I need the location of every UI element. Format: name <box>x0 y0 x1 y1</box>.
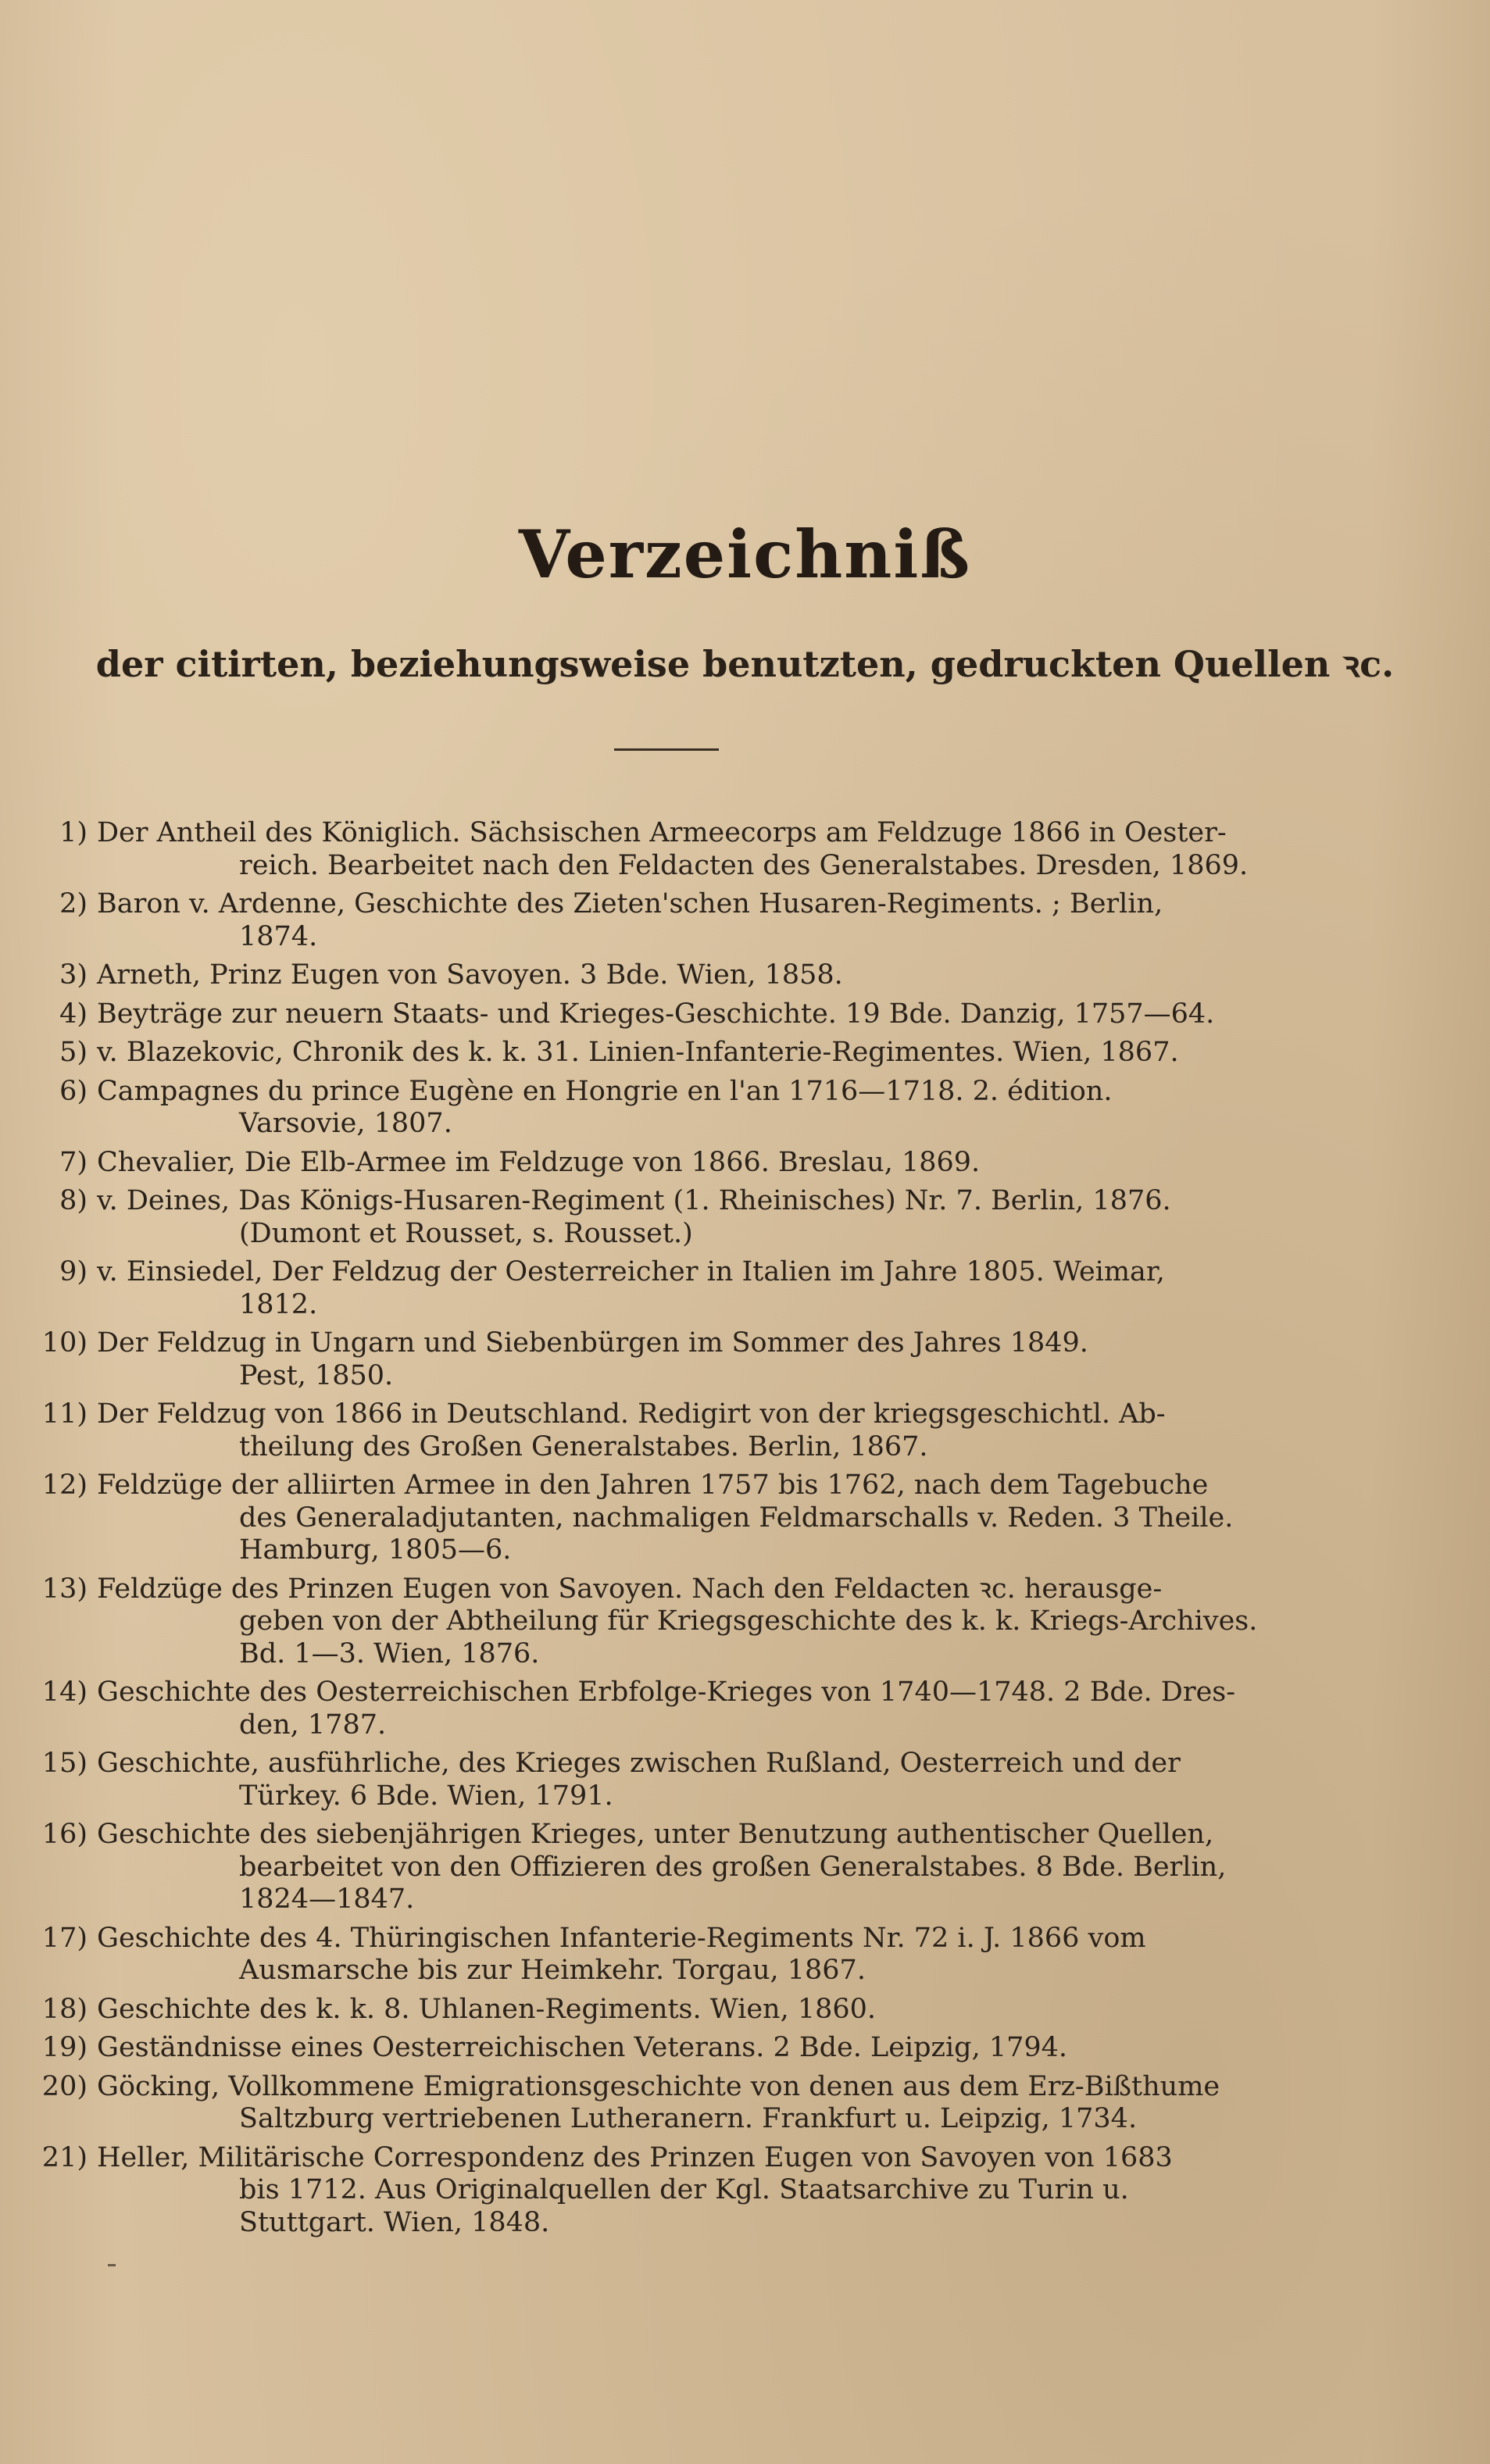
entry-number: 8) <box>59 1185 88 1216</box>
entry-line: Der Feldzug in Ungarn und Siebenbürgen im Sommer des Jahres 1849. <box>97 1327 1088 1359</box>
bibliography-entry <box>23 1748 1320 1812</box>
entry-line: bearbeitet von den Offizieren des großen Generalstabes. 8 Bde. Berlin, <box>239 1851 1227 1883</box>
entry-text <box>97 2032 1320 2065</box>
entry-line: Beyträge zur neuern Staats- und Krieges-Geschichte. 19 Bde. Danzig, 1757—64. <box>97 998 1215 1030</box>
entry-line: Saltzburg vertriebenen Lutheranern. Frankfurt u. Leipzig, 1734. <box>239 2103 1138 2134</box>
entry-text <box>97 1994 1320 2027</box>
bibliography-entry <box>23 817 1320 882</box>
entry-number: 17) <box>41 1922 88 1954</box>
bibliography-entry <box>23 1469 1320 1567</box>
entry-number: 14) <box>41 1677 88 1708</box>
entry-line: Geschichte des siebenjährigen Krieges, unter Benutzung authentischer Quellen, <box>97 1819 1214 1850</box>
entry-number: 1) <box>59 817 88 848</box>
entry-line: Der Feldzug von 1866 in Deutschland. Redigirt von der kriegsgeschichtl. Ab- <box>97 1398 1166 1430</box>
bibliography-entry <box>23 1994 1320 2027</box>
entry-line: den, 1787. <box>239 1709 387 1741</box>
entry-line: Bd. 1—3. Wien, 1876. <box>239 1637 540 1669</box>
entry-text <box>97 1819 1320 1916</box>
entry-number: 18) <box>41 1993 88 2025</box>
entry-line: Stuttgart. Wien, 1848. <box>239 2206 550 2238</box>
entry-line: Arneth, Prinz Eugen von Savoyen. 3 Bde. Wien, 1858. <box>97 959 843 991</box>
entry-number: 20) <box>41 2070 88 2102</box>
entry-text <box>97 1076 1320 1141</box>
entry-text <box>97 998 1320 1031</box>
entry-text <box>97 1185 1320 1250</box>
bibliography-entry <box>23 1327 1320 1392</box>
entry-number: 11) <box>41 1398 88 1430</box>
entry-text <box>97 817 1320 882</box>
entry-line: v. Blazekovic, Chronik des k. k. 31. Linien-Infanterie-Regimentes. Wien, 1867. <box>97 1037 1179 1068</box>
bibliography-list <box>23 817 1320 2245</box>
entry-line: Pest, 1850. <box>239 1359 394 1391</box>
entry-line: geben von der Abtheilung für Kriegsgeschichte des k. k. Kriegs-Archives. <box>239 1605 1258 1637</box>
entry-line: Feldzüge der alliirten Armee in den Jahren 1757 bis 1762, nach dem Tagebuche <box>97 1469 1209 1501</box>
entry-line: Geständnisse eines Oesterreichischen Veterans. 2 Bde. Leipzig, 1794. <box>97 2032 1068 2063</box>
entry-line: Ausmarsche bis zur Heimkehr. Torgau, 1867. <box>239 1955 866 1986</box>
entry-number: 12) <box>41 1469 88 1501</box>
bibliography-entry <box>23 2071 1320 2136</box>
entry-number: 15) <box>41 1748 88 1779</box>
entry-number: 21) <box>41 2141 88 2173</box>
entry-line: Geschichte des 4. Thüringischen Infanterie-Regiments Nr. 72 i. J. 1866 vom <box>97 1922 1146 1954</box>
entry-number: 16) <box>41 1819 88 1850</box>
entry-line: Hamburg, 1805—6. <box>239 1534 512 1566</box>
bibliography-entry <box>23 1398 1320 1463</box>
bibliography-entry <box>23 1185 1320 1250</box>
bibliography-entry <box>23 1076 1320 1141</box>
entry-text <box>97 1748 1320 1812</box>
entry-text <box>97 959 1320 992</box>
entry-line: Der Antheil des Königlich. Sächsischen Armeecorps am Feldzuge 1866 in Oester- <box>97 817 1227 848</box>
entry-line: Geschichte des k. k. 8. Uhlanen-Regiments. Wien, 1860. <box>97 1993 877 2025</box>
bibliography-entry <box>23 2032 1320 2065</box>
entry-number: 5) <box>59 1037 88 1068</box>
entry-line: Baron v. Ardenne, Geschichte des Zieten'schen Husaren-Regiments. ; Berlin, <box>97 888 1163 920</box>
entry-text <box>97 1923 1320 1987</box>
entry-number: 2) <box>59 888 88 920</box>
bibliography-entry <box>23 998 1320 1031</box>
title-divider <box>614 748 719 751</box>
entry-line: theilung des Großen Generalstabes. Berlin, 1867. <box>239 1430 928 1462</box>
entry-line: Heller, Militärische Correspondenz des Prinzen Eugen von Savoyen von 1683 <box>97 2141 1173 2173</box>
entry-text <box>97 1147 1320 1180</box>
entry-text <box>97 1327 1320 1392</box>
entry-number: 3) <box>59 959 88 991</box>
entry-number: 9) <box>59 1256 88 1287</box>
entry-line: (Dumont et Rousset, s. Rousset.) <box>239 1217 693 1249</box>
entry-number: 4) <box>59 998 88 1030</box>
entry-number: 13) <box>41 1573 88 1605</box>
entry-line: 1812. <box>239 1288 318 1320</box>
entry-line: Geschichte, ausführliche, des Krieges zwischen Rußland, Oesterreich und der <box>97 1748 1181 1779</box>
entry-line: des Generaladjutanten, nachmaligen Feldmarschalls v. Reden. 3 Theile. <box>239 1502 1234 1534</box>
entry-number: 6) <box>59 1075 88 1107</box>
bibliography-entry <box>23 1923 1320 1987</box>
entry-text <box>97 1398 1320 1463</box>
page-subtitle: der citirten, beziehungsweise benutzten, gedruckten Quellen ꝛc. <box>95 643 1395 685</box>
entry-line: bis 1712. Aus Originalquellen der Kgl. Staatsarchive zu Turin u. <box>239 2174 1129 2205</box>
entry-line: Campagnes du prince Eugène en Hongrie en l'an 1716—1718. 2. édition. <box>97 1075 1113 1107</box>
entry-number: 7) <box>59 1146 88 1178</box>
entry-text <box>97 888 1320 953</box>
entry-number: 10) <box>41 1327 88 1359</box>
bibliography-entry <box>23 1037 1320 1070</box>
entry-line: Chevalier, Die Elb-Armee im Feldzuge von 1866. Breslau, 1869. <box>97 1146 981 1178</box>
entry-text <box>97 1677 1320 1741</box>
bibliography-entry <box>23 2142 1320 2240</box>
bibliography-entry <box>23 959 1320 992</box>
page-title: Verzeichniß <box>518 516 972 593</box>
entry-number: 19) <box>41 2032 88 2063</box>
page-mark <box>108 2264 116 2266</box>
bibliography-entry <box>23 1819 1320 1916</box>
entry-text <box>97 1469 1320 1567</box>
entry-line: reich. Bearbeitet nach den Feldacten des Generalstabes. Dresden, 1869. <box>239 849 1249 881</box>
bibliography-entry <box>23 1677 1320 1741</box>
entry-line: 1824—1847. <box>239 1884 415 1915</box>
entry-line: Varsovie, 1807. <box>239 1108 452 1139</box>
entry-line: v. Einsiedel, Der Feldzug der Oesterreicher in Italien im Jahre 1805. Weimar, <box>97 1256 1165 1287</box>
entry-text <box>97 2071 1320 2136</box>
bibliography-entry <box>23 1256 1320 1321</box>
entry-line: Feldzüge des Prinzen Eugen von Savoyen. Nach den Feldacten ꝛc. herausge- <box>97 1573 1163 1605</box>
bibliography-entry <box>23 1573 1320 1671</box>
entry-line: Göcking, Vollkommene Emigrationsgeschichte von denen aus dem Erz-Bißthume <box>97 2070 1220 2102</box>
entry-text <box>97 1256 1320 1321</box>
entry-line: Geschichte des Oesterreichischen Erbfolge-Krieges von 1740—1748. 2 Bde. Dres- <box>97 1677 1236 1708</box>
entry-text <box>97 2142 1320 2240</box>
entry-text <box>97 1573 1320 1671</box>
entry-line: 1874. <box>239 920 318 952</box>
bibliography-entry <box>23 1147 1320 1180</box>
entry-text <box>97 1037 1320 1070</box>
entry-line: Türkey. 6 Bde. Wien, 1791. <box>239 1780 613 1812</box>
bibliography-entry <box>23 888 1320 953</box>
entry-line: v. Deines, Das Königs-Husaren-Regiment (1. Rheinisches) Nr. 7. Berlin, 1876. <box>97 1185 1171 1216</box>
